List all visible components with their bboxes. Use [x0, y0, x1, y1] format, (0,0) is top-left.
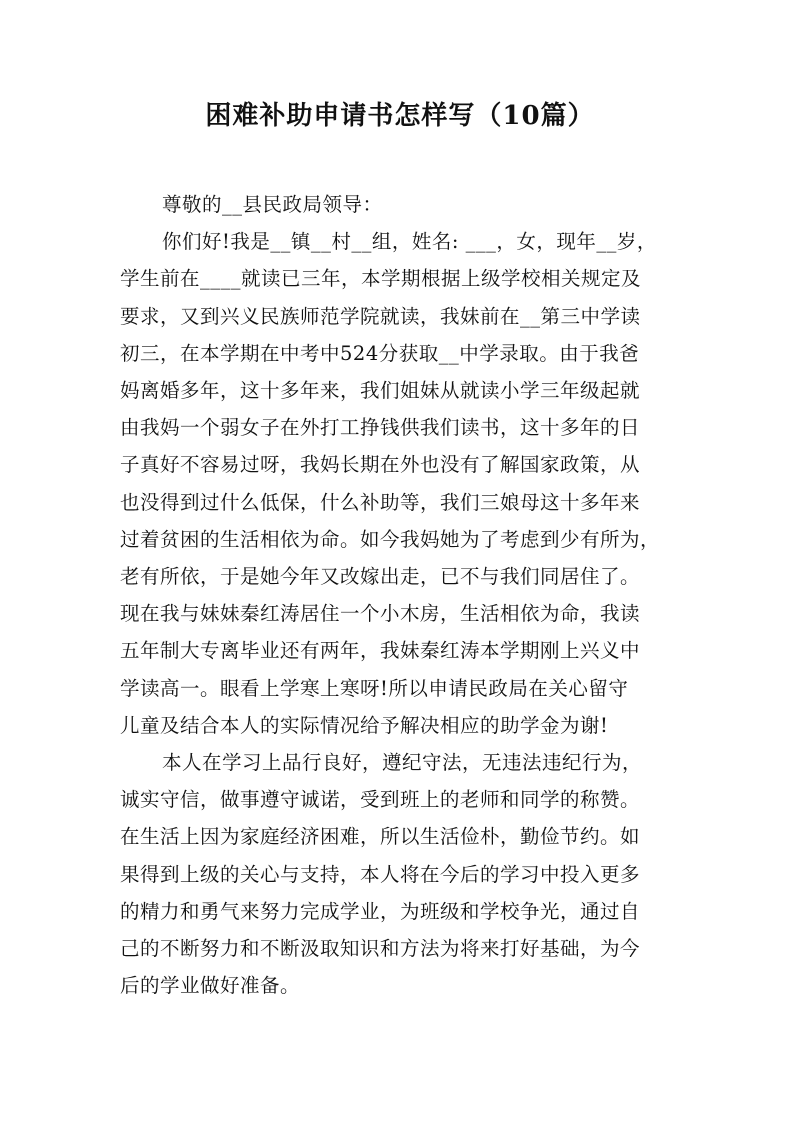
paragraph1-line: 学生前在____就读已三年，本学期根据上级学校相关规定及 [120, 267, 642, 291]
paragraph1-line: 初三，在本学期在中考中524分获取__中学录取。由于我爸 [120, 341, 640, 365]
paragraph1-line: 子真好不容易过呀，我妈长期在外也没有了解国家政策，从 [120, 453, 641, 477]
paragraph1-line: 过着贫困的生活相依为命。如今我妈她为了考虑到少有所为， [120, 527, 661, 551]
paragraph1-line: 老有所依，于是她今年又改嫁出走，已不与我们同居住了。 [120, 565, 641, 589]
paragraph1-line: 儿童及结合本人的实际情况给予解决相应的助学金为谢! [120, 713, 609, 737]
paragraph1-line: 五年制大专离毕业还有两年，我妹秦红涛本学期刚上兴义中 [120, 639, 641, 663]
paragraph1-line: 妈离婚多年，这十多年来，我们姐妹从就读小学三年级起就 [120, 379, 641, 403]
paragraph2-line: 本人在学习上品行良好，遵纪守法，无违法违纪行为， [162, 751, 643, 775]
paragraph2-line: 的精力和勇气来努力完成学业，为班级和学校争光，通过自 [120, 899, 641, 923]
paragraph1-line: 由我妈一个弱女子在外打工挣钱供我们读书，这十多年的日 [120, 416, 641, 440]
document-body [120, 186, 692, 1004]
paragraph2-line: 在生活上因为家庭经济困难，所以生活俭朴，勤俭节约。如 [120, 825, 641, 849]
paragraph2-line: 果得到上级的关心与支持，本人将在今后的学习中投入更多 [120, 862, 641, 886]
paragraph1-line: 也没得到过什么低保，什么补助等，我们三娘母这十多年来 [120, 490, 641, 514]
paragraph1-line: 学读高一。眼看上学寒上寒呀!所以申请民政局在关心留守 [120, 676, 629, 700]
paragraph1-line: 你们好!我是__镇__村__组，姓名: ___，女，现年__岁， [162, 230, 657, 254]
paragraph1-line: 现在我与妹妹秦红涛居住一个小木房，生活相依为命，我读 [120, 602, 641, 626]
document-title: 困难补助申请书怎样写（10篇） [205, 101, 595, 131]
salutation: 尊敬的__县民政局领导： [162, 193, 383, 216]
paragraph2-line: 诚实守信，做事遵守诚诺，受到班上的老师和同学的称赞。 [120, 788, 641, 812]
paragraph2-line: 己的不断努力和不断汲取知识和方法为将来打好基础，为今 [120, 937, 641, 961]
paragraph1-line: 要求，又到兴义民族师范学院就读，我妹前在__第三中学读 [120, 304, 641, 328]
paragraph2-line: 后的学业做好准备。 [120, 974, 301, 998]
